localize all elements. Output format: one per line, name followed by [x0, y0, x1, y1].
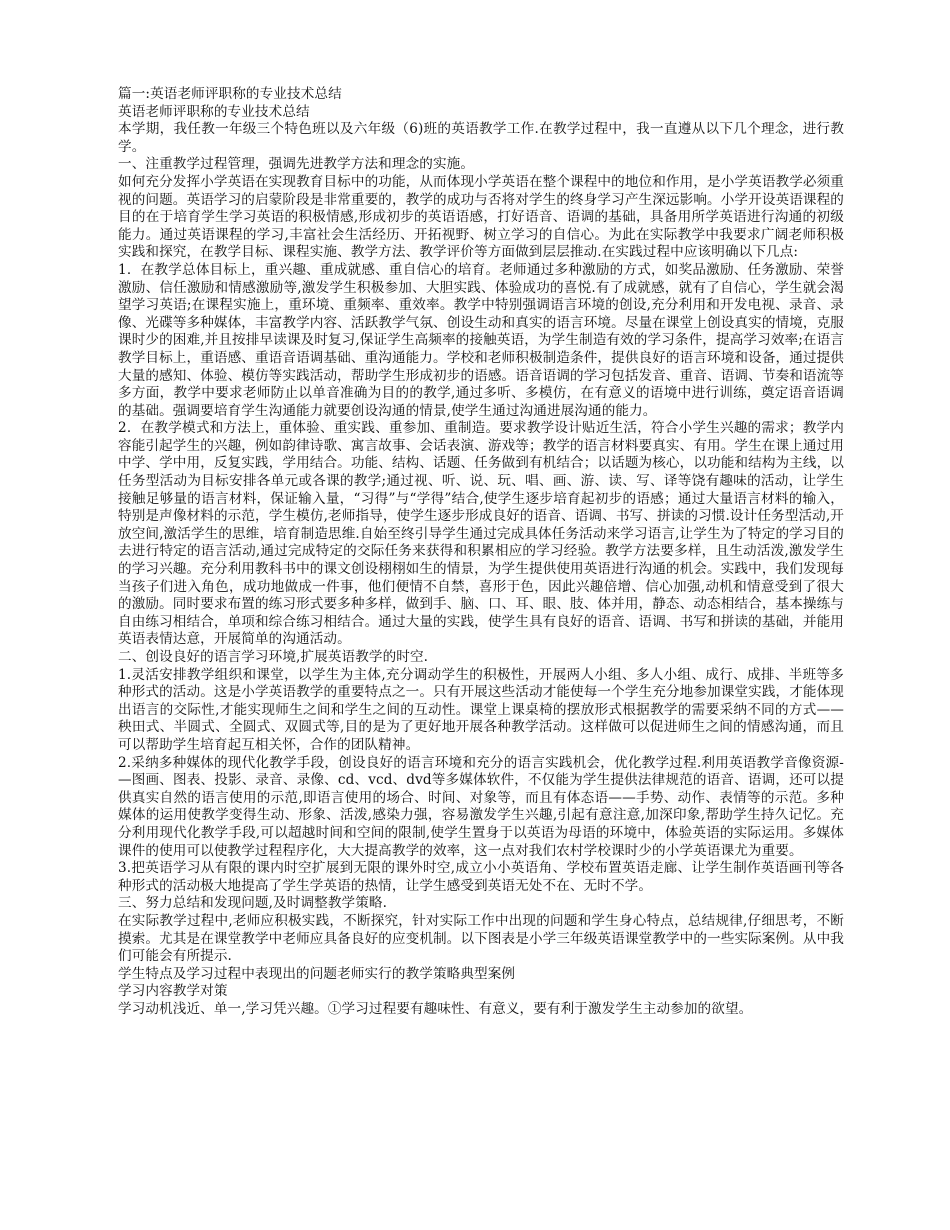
- table-header: 学习内容教学对策: [118, 983, 228, 1000]
- section-heading-1: 一、注重教学过程管理，强调先进教学方法和理念的实施。: [118, 156, 475, 173]
- intro-paragraph: 本学期，我任教一年级三个特色班以及六年级（6)班的英语教学工作.在教学过程中，我一直遵从以下几个理念，进行教学。: [118, 121, 844, 155]
- section-heading-3: 三、努力总结和发现问题,及时调整教学策略.: [118, 895, 388, 912]
- section-heading-2: 二、创设良好的语言学习环境,扩展英语教学的时空.: [118, 649, 429, 665]
- body-paragraph: 3.把英语学习从有限的课内时空扩展到无限的课外时空,成立小小英语角、学校布置英语走廊、让学生制作英语画刊等各种形式的活动极大地提高了学生学英语的热情，让学生感受到英语无处不在、无时不学。: [118, 860, 844, 894]
- table-row: 学习动机浅近、单一,学习凭兴趣。①学习过程要有趣味性、有意义，要有利于激发学生主动参加的欲望。: [118, 1000, 753, 1017]
- table-caption: 学生特点及学习过程中表现出的问题老师实行的教学策略典型案例: [118, 965, 516, 982]
- body-paragraph: 如何充分发挥小学英语在实现教育目标中的功能，从而体现小学英语在整个课程中的地位和作用，是小学英语教学必须重视的问题。英语学习的启蒙阶段是非常重要的，教学的成功与否将对学生的终身学习产生深远影响。小学开设英语课程的目的在于培育学生学习英语的积极情感,形成初步的英语语感，打好语音、语调的基础，具备用所学英语进行沟通的初级能力。通过英语课程的学习,丰富社会生活经历、开拓视野、树立学习的自信心。为此在实际教学中我要求广阔老师积极实践和探究，在教学目标、课程实施、教学方法、教学评价等方面做到层层推动.在实践过程中应该明确以下几点:: [118, 173, 844, 261]
- document-page: [118, 86, 844, 1018]
- body-paragraph: 2．在教学模式和方法上，重体验、重实践、重参加、重制造。要求教学设计贴近生活，符合小学生兴趣的需求；教学内容能引起学生的兴趣，例如韵律诗歌、寓言故事、会话表演、游戏等；教学的语言材料要真实、有用。学生在课上通过用中学、学中用，反复实践，学用结合。功能、结构、话题、任务做到有机结合；以话题为核心，以功能和结构为主线，以任务型活动为目标安排各单元或各课的教学;通过视、听、说、玩、唱、画、游、读、写、译等饶有趣味的活动，让学生接触足够量的语言材料，保证输入量，“习得”与“学得”结合,使学生逐步培育起初步的语感；通过大量语言材料的输入，特别是声像材料的示范，学生模仿,老师指导，使学生逐步形成良好的语音、语调、书写、拼读的习惯.设计任务型活动,开放空间,激活学生的思维，培育制造思维.自始至终引导学生通过完成具体任务活动来学习语言,让学生为了特定的学习目的去进行特定的语言活动,通过完成特定的交际任务来获得和积累相应的学习经验。教学方法要多样，且生动活泼,激发学生的学习兴趣。充分利用教科书中的课文创设栩栩如生的情景，为学生提供使用英语进行沟通的机会。实践中，我们发现每当孩子们进入角色，成功地做成一件事，他们便情不自禁，喜形于色，因此兴趣倍增、信心加强,动机和情意受到了很大的激励。同时要求布置的练习形式要多种多样，做到手、脑、口、耳、眼、肢、体并用，静态、动态相结合，基本操练与自由练习相结合，单项和综合练习相结合。通过大量的实践，使学生具有良好的语音、语调、书写和拼读的基础，并能用英语表情达意，开展简单的沟通活动。: [118, 420, 844, 648]
- document-title: 篇一:英语老师评职称的专业技术总结: [118, 86, 342, 102]
- body-paragraph: 在实际教学过程中,老师应积极实践，不断探究，针对实际工作中出现的问题和学生身心特点，总结规律,仔细思考，不断摸索。尤其是在课堂教学中老师应具备良好的应变机制。以下图表是小学三年级英语课堂教学中的一些实际案例。从中我们可能会有所提示.: [118, 912, 844, 965]
- body-paragraph: 2.采纳多种媒体的现代化教学手段，创设良好的语言环境和充分的语言实践机会，优化教学过程.利用英语教学音像资源-—图画、图表、投影、录音、录像、cd、vcd、dvd等多媒体软件，不仅能为学生提供法律规范的语音、语调，还可以提供真实自然的语言使用的示范,即语言使用的场合、时间、对象等，而且有体态语——手势、动作、表情等的示范。多种媒体的运用使教学变得生动、形象、活泼,感染力强，容易激发学生兴趣,引起有意注意,加深印象,帮助学生持久记忆。充分利用现代化教学手段,可以超越时间和空间的限制,使学生置身于以英语为母语的环境中，体验英语的实际运用。多媒体课件的使用可以使教学过程程序化，大大提高教学的效率，这一点对我们农村学校课时少的小学英语课尤为重要。: [118, 754, 844, 859]
- body-paragraph: 1.灵活安排教学组织和课堂，以学生为主体,充分调动学生的积极性，开展两人小组、多人小组、成行、成排、半班等多种形式的活动。这是小学英语教学的重要特点之一。只有开展这些活动才能使每一个学生充分地参加课堂实践，才能体现出语言的交际性,才能实现师生之间和学生之间的互动性。课堂上课桌椅的摆放形式根据教学的需要采纳不同的方式——秧田式、半圆式、全圆式、双圆式等,目的是为了更好地开展各种教学活动。这样做可以促进师生之间的情感沟通，而且可以帮助学生培育起互相关怀，合作的团队精神。: [118, 666, 844, 753]
- document-subtitle: 英语老师评职称的专业技术总结: [118, 103, 310, 120]
- body-paragraph: 1．在教学总体目标上，重兴趣、重成就感、重自信心的培育。老师通过多种激励的方式，如奖品激励、任务激励、荣誉激励、信任激励和情感激励等,激发学生积极参加、大胆实践、体验成功的喜悦.有了成就感，就有了自信心，学生就会渴望学习英语;在课程实施上，重环境、重频率、重效率。教学中特别强调语言环境的创设,充分利用和开发电视、录音、录像、光碟等多种媒体，丰富教学内容、活跃教学气氛、创设生动和真实的语言环境。尽量在课堂上创设真实的情境，克服课时少的困难,并且按排早读课及时复习,保证学生高频率的接触英语，为学生制造有效的学习条件，提高学习效率;在语言教学目标上，重语感、重语音语调基础、重沟通能力。学校和老师积极制造条件，提供良好的语言环境和设备，通过提供大量的感知、体验、模仿等实践活动，帮助学生形成初步的语感。语音语调的学习包括发音、重音、语调、节奏和语流等多方面，教学中要求老师防止以单音准确为目的的教学,通过多听、多模仿，在有意义的语境中进行训练，奠定语音语调的基础。强调要培育学生沟通能力就要创设沟通的情景,使学生通过沟通进展沟通的能力。: [118, 261, 844, 419]
